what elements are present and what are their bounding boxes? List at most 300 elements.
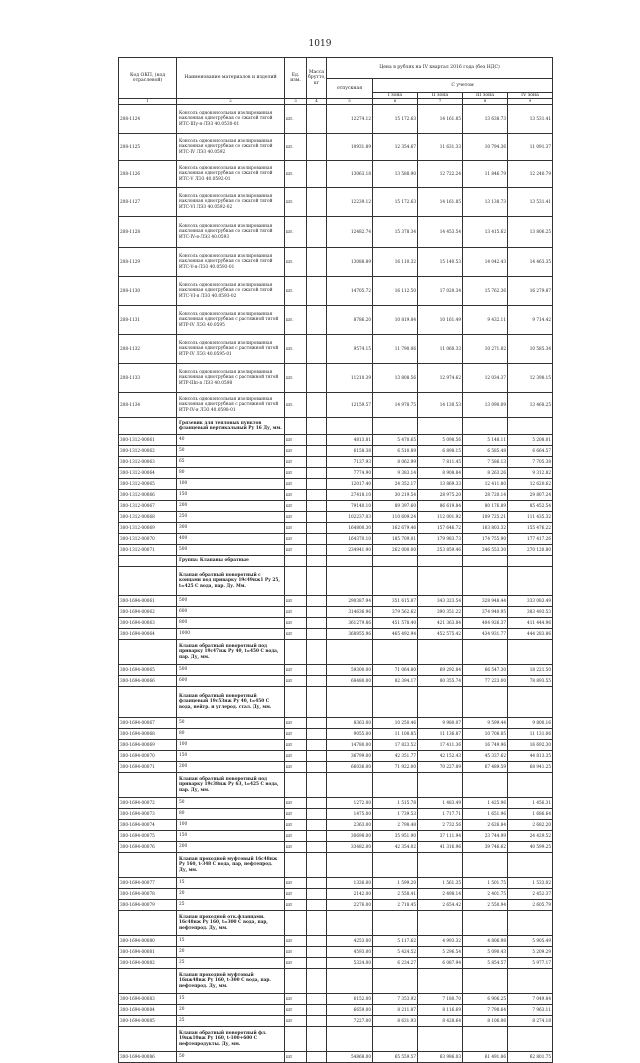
- code-cell: 300-1694-00074: [119, 820, 177, 831]
- zone-1-price-cell: [373, 567, 418, 596]
- col-name-header: Наименование материалов и изделий: [177, 58, 285, 99]
- code-cell: 300-1694-00066: [119, 676, 177, 687]
- code-cell: 208-1127: [119, 188, 177, 217]
- zone-1-price-cell: 30 219.54: [373, 490, 418, 501]
- release-price-cell: [327, 911, 373, 936]
- mass-cell: [307, 831, 327, 842]
- unit-cell: [285, 969, 307, 994]
- zone-3-price-cell: 1 651.96: [463, 809, 508, 820]
- name-cell: 50: [177, 1052, 285, 1063]
- zone-4-price-cell: 333 083.49: [508, 596, 553, 607]
- unit-cell: шт: [285, 947, 307, 958]
- name-cell: 500: [177, 545, 285, 556]
- unit-cell: шт: [285, 479, 307, 490]
- name-cell: 50: [177, 718, 285, 729]
- unit-cell: шт.: [285, 277, 307, 306]
- name-cell: 40: [177, 435, 285, 446]
- zone-4-price-cell: [508, 556, 553, 567]
- zone-4-price-cell: 11 131.06: [508, 729, 553, 740]
- zone-2-price-cell: 14 453.54: [418, 217, 463, 248]
- unit-cell: шт: [285, 936, 307, 947]
- zone-3-price-cell: 67 489.59: [463, 762, 508, 773]
- mass-cell: [307, 545, 327, 556]
- zone-4-price-cell: 6 664.57: [508, 446, 553, 457]
- code-cell: 300-1694-00082: [119, 958, 177, 969]
- table-row: [119, 798, 553, 809]
- zone-4-price-cell: 10 585.34: [508, 335, 553, 364]
- release-price-cell: 5324.00: [327, 958, 373, 969]
- release-price-cell: 54868.00: [327, 1052, 373, 1063]
- table-header: [119, 58, 553, 105]
- zone-1-price-cell: 35 951.90: [373, 831, 418, 842]
- zone-2-price-cell: [418, 640, 463, 665]
- zone-3-price-cell: 10 708.85: [463, 729, 508, 740]
- release-price-cell: [327, 1027, 373, 1052]
- zone-4-price-cell: 13 468.25: [508, 393, 553, 418]
- code-cell: 300-1694-00069: [119, 740, 177, 751]
- code-cell: 300-1312-00062: [119, 446, 177, 457]
- release-price-cell: 13063.18: [327, 161, 373, 188]
- zone-3-price-cell: 434 931.77: [463, 629, 508, 640]
- col-index: 2: [177, 99, 285, 105]
- zone-3-price-cell: 6 585.48: [463, 446, 508, 457]
- table-row: [119, 596, 553, 607]
- zone-4-price-cell: 111 435.32: [508, 512, 553, 523]
- zone-1-price-cell: 451 578.40: [373, 618, 418, 629]
- zone-4-price-cell: 24 429.52: [508, 831, 553, 842]
- zone-3-price-cell: [463, 1027, 508, 1052]
- unit-cell: шт: [285, 1052, 307, 1063]
- zone-1-price-cell: 8 062.99: [373, 457, 418, 468]
- release-price-cell: 6659.00: [327, 1005, 373, 1016]
- zone-2-price-cell: 9 980.07: [418, 718, 463, 729]
- release-price-cell: 290387.94: [327, 596, 373, 607]
- code-cell: 300-1312-00068: [119, 512, 177, 523]
- zone-2-price-cell: 86 619.84: [418, 501, 463, 512]
- zone-3-price-cell: 246 553.30: [463, 545, 508, 556]
- zone-1-price-cell: 5 117.62: [373, 936, 418, 947]
- zone-1-price-cell: 2 718.45: [373, 900, 418, 911]
- group-heading-row: [119, 1027, 553, 1052]
- release-price-cell: 2276.00: [327, 900, 373, 911]
- mass-cell: [307, 479, 327, 490]
- mass-cell: [307, 188, 327, 217]
- table-row: [119, 468, 553, 479]
- zone-4-price-cell: 1 456.31: [508, 798, 553, 809]
- zone-2-price-cell: 11 136.87: [418, 729, 463, 740]
- zone-2-price-cell: 1 561.35: [418, 878, 463, 889]
- zone-4-price-cell: 383 493.53: [508, 607, 553, 618]
- zone-4-price-cell: 5 208.01: [508, 435, 553, 446]
- mass-cell: [307, 393, 327, 418]
- release-price-cell: [327, 687, 373, 718]
- mass-cell: [307, 878, 327, 889]
- zone-1-price-cell: [373, 640, 418, 665]
- name-cell: 150: [177, 490, 285, 501]
- table-row: [119, 479, 553, 490]
- mass-cell: [307, 567, 327, 596]
- group-heading-row: [119, 567, 553, 596]
- zone-4-price-cell: 8 274.18: [508, 1016, 553, 1027]
- zone-2-price-cell: 8 116.69: [418, 1005, 463, 1016]
- zone-4-price-cell: 13 531.41: [508, 105, 553, 134]
- zone-2-price-cell: 1 717.71: [418, 809, 463, 820]
- zone-4-price-cell: 7 963.11: [508, 1005, 553, 1016]
- name-cell: 150: [177, 831, 285, 842]
- code-cell: [119, 911, 177, 936]
- zone-2-price-cell: 12 722.24: [418, 161, 463, 188]
- zone-1-price-cell: 13 588.90: [373, 161, 418, 188]
- name-cell: 25: [177, 958, 285, 969]
- name-cell: Консоль одноконсольная изолированная наклонная однотрубная со сжатой тягой ИТС-V ЛЭ3 40.0592-01: [177, 161, 285, 188]
- zone-2-price-cell: 5 296.54: [418, 947, 463, 958]
- release-price-cell: 4813.81: [327, 435, 373, 446]
- zone-4-price-cell: 5 209.29: [508, 947, 553, 958]
- zone-1-price-cell: 379 562.62: [373, 607, 418, 618]
- zone-2-price-cell: 70 227.89: [418, 762, 463, 773]
- unit-cell: шт: [285, 809, 307, 820]
- zone-1-price-cell: 351 615.87: [373, 596, 418, 607]
- unit-cell: шт: [285, 1016, 307, 1027]
- zone-4-price-cell: 16 279.87: [508, 277, 553, 306]
- name-cell: 250: [177, 512, 285, 523]
- mass-cell: [307, 900, 327, 911]
- unit-cell: шт: [285, 490, 307, 501]
- group-heading-row: [119, 640, 553, 665]
- mass-cell: [307, 798, 327, 809]
- zone-1-price-cell: 5 470.65: [373, 435, 418, 446]
- zone-2-price-cell: [418, 853, 463, 878]
- zone-2-price-cell: 17 020.34: [418, 277, 463, 306]
- mass-cell: [307, 607, 327, 618]
- release-price-cell: [327, 567, 373, 596]
- release-price-cell: 8363.00: [327, 718, 373, 729]
- release-price-cell: 6152.00: [327, 994, 373, 1005]
- release-price-cell: 102237.03: [327, 512, 373, 523]
- code-cell: 300-1694-00067: [119, 718, 177, 729]
- mass-cell: [307, 457, 327, 468]
- name-cell: 65: [177, 457, 285, 468]
- name-cell: 1000: [177, 629, 285, 640]
- name-cell: Консоль одноконсольная изолированная наклонная однотрубная с растяжной тягой ИТР-IV-я ЛЭ3 40.0598-01: [177, 393, 285, 418]
- table-row: [119, 809, 553, 820]
- zone-4-price-cell: 12 398.15: [508, 364, 553, 393]
- unit-cell: шт: [285, 762, 307, 773]
- release-price-cell: [327, 853, 373, 878]
- table-row: [119, 751, 553, 762]
- mass-cell: [307, 729, 327, 740]
- group-heading-row: [119, 853, 553, 878]
- zone-2-price-cell: 28 975.20: [418, 490, 463, 501]
- zone-4-price-cell: 29 807.24: [508, 490, 553, 501]
- unit-cell: шт: [285, 729, 307, 740]
- table-row: [119, 134, 553, 161]
- zone-2-price-cell: 10 161.49: [418, 306, 463, 335]
- zone-2-price-cell: 5 098.56: [418, 435, 463, 446]
- mass-cell: [307, 306, 327, 335]
- release-price-cell: 12159.57: [327, 393, 373, 418]
- table-row: [119, 446, 553, 457]
- zone-4-price-cell: 13 531.41: [508, 188, 553, 217]
- release-price-cell: 36799.00: [327, 751, 373, 762]
- zone-3-price-cell: 8 263.26: [463, 468, 508, 479]
- code-cell: 300-1694-00085: [119, 1016, 177, 1027]
- name-cell: 80: [177, 809, 285, 820]
- code-cell: 300-1694-00062: [119, 607, 177, 618]
- zone-2-price-cell: 8 428.64: [418, 1016, 463, 1027]
- zone-2-price-cell: 41 316.96: [418, 842, 463, 853]
- name-cell: Консоль одноконсольная изолированная наклонная однотрубная с растяжной тягой ИТР-IV ЛЭ3 40.0595: [177, 306, 285, 335]
- zone-3-price-cell: 10 271.82: [463, 335, 508, 364]
- unit-cell: шт: [285, 534, 307, 545]
- zone-4-price-cell: [508, 773, 553, 798]
- zone-1-price-cell: 42 354.02: [373, 842, 418, 853]
- mass-cell: [307, 534, 327, 545]
- zone-1-price-cell: [373, 853, 418, 878]
- name-cell: 400: [177, 534, 285, 545]
- unit-cell: шт.: [285, 161, 307, 188]
- zone-4-price-cell: 12 240.79: [508, 161, 553, 188]
- col-index: 9: [508, 99, 553, 105]
- zone-4-price-cell: 270 120.80: [508, 545, 553, 556]
- zone-4-price-cell: 62 801.75: [508, 1052, 553, 1063]
- mass-cell: [307, 640, 327, 665]
- name-cell: 80: [177, 468, 285, 479]
- table-row: [119, 188, 553, 217]
- zone-3-price-cell: 39 746.62: [463, 842, 508, 853]
- table-row: [119, 947, 553, 958]
- unit-cell: шт.: [285, 248, 307, 277]
- zone-1-price-cell: 89 397.60: [373, 501, 418, 512]
- release-price-cell: 13088.89: [327, 248, 373, 277]
- zone-3-price-cell: 374 940.95: [463, 607, 508, 618]
- zone-3-price-cell: 163 803.32: [463, 523, 508, 534]
- zone-1-header: I зона: [373, 92, 418, 98]
- zone-4-price-cell: 40 599.25: [508, 842, 553, 853]
- zone-4-price-cell: [508, 640, 553, 665]
- zone-4-price-cell: 444 283.86: [508, 629, 553, 640]
- table-row: [119, 335, 553, 364]
- zone-4-price-cell: 16 692.30: [508, 740, 553, 751]
- zone-3-price-cell: 23 744.99: [463, 831, 508, 842]
- unit-cell: шт.: [285, 217, 307, 248]
- zone-1-price-cell: 12 354.67: [373, 134, 418, 161]
- group-heading-row: [119, 773, 553, 798]
- zone-1-price-cell: 1 515.78: [373, 798, 418, 809]
- zone-4-price-cell: [508, 567, 553, 596]
- price-table: [118, 57, 553, 1063]
- col-index: 5: [327, 99, 373, 105]
- zone-3-price-cell: [463, 969, 508, 994]
- zone-1-price-cell: 1 739.53: [373, 809, 418, 820]
- zone-1-price-cell: 2 798.48: [373, 820, 418, 831]
- table-row: [119, 665, 553, 676]
- code-cell: 300-1694-00080: [119, 936, 177, 947]
- name-cell: 25: [177, 1016, 285, 1027]
- unit-cell: шт.: [285, 134, 307, 161]
- mass-cell: [307, 687, 327, 718]
- unit-cell: шт: [285, 501, 307, 512]
- unit-cell: шт: [285, 468, 307, 479]
- zone-4-price-cell: [508, 911, 553, 936]
- table-row: [119, 842, 553, 853]
- table-row: [119, 820, 553, 831]
- zone-2-price-cell: 7 180.70: [418, 994, 463, 1005]
- zone-1-price-cell: [373, 1027, 418, 1052]
- release-price-cell: 234941.90: [327, 545, 373, 556]
- col-code-header: Код ОКП, (код отраслевой): [119, 58, 177, 99]
- unit-cell: [285, 556, 307, 567]
- zone-4-price-cell: 13 806.25: [508, 217, 553, 248]
- table-row: [119, 248, 553, 277]
- zone-1-price-cell: 71 922.00: [373, 762, 418, 773]
- release-price-cell: 164800.30: [327, 523, 373, 534]
- zone-2-price-cell: 15 140.53: [418, 248, 463, 277]
- zone-3-price-cell: 7 798.64: [463, 1005, 508, 1016]
- zone-3-price-cell: 9 599.44: [463, 718, 508, 729]
- code-cell: 300-1694-00072: [119, 798, 177, 809]
- zone-2-price-cell: [418, 556, 463, 567]
- table-row: [119, 878, 553, 889]
- mass-cell: [307, 842, 327, 853]
- zone-4-price-cell: 5 977.17: [508, 958, 553, 969]
- mass-cell: [307, 501, 327, 512]
- zone-1-price-cell: 16 110.32: [373, 248, 418, 277]
- zone-4-price-cell: 9 800.16: [508, 718, 553, 729]
- name-cell: Консоль одноконсольная изолированная наклонная однотрубная со сжатой тягой ИТС-V-я-ЛЭ3 40.0593-01: [177, 248, 285, 277]
- table-row: [119, 740, 553, 751]
- zone-2-price-cell: 179 983.73: [418, 534, 463, 545]
- zone-3-price-cell: 2 550.94: [463, 900, 508, 911]
- release-price-cell: 7227.00: [327, 1016, 373, 1027]
- zone-2-price-cell: 452 575.42: [418, 629, 463, 640]
- zone-3-price-cell: 14 042.43: [463, 248, 508, 277]
- release-price-cell: 11210.39: [327, 364, 373, 393]
- zone-2-price-cell: 63 986.03: [418, 1052, 463, 1063]
- page-number: 1019: [308, 39, 332, 49]
- name-cell: 100: [177, 479, 285, 490]
- code-cell: 300-1694-00070: [119, 751, 177, 762]
- name-cell: 20: [177, 947, 285, 958]
- mass-cell: [307, 248, 327, 277]
- mass-cell: [307, 105, 327, 134]
- name-cell: Консоль одноконсольная изолированная наклонная однотрубная с растяжной тягой ИТР-IV ЛЭ3 40.0595-01: [177, 335, 285, 364]
- zone-4-price-cell: 177 417.26: [508, 534, 553, 545]
- zone-3-price-cell: 80 176.89: [463, 501, 508, 512]
- zone-1-price-cell: 8 211.87: [373, 1005, 418, 1016]
- code-cell: [119, 556, 177, 567]
- code-cell: 208-1125: [119, 134, 177, 161]
- col-index: 4: [307, 99, 327, 105]
- zone-2-price-cell: 6 898.15: [418, 446, 463, 457]
- zone-1-price-cell: 185 709.01: [373, 534, 418, 545]
- zone-3-price-cell: 8 106.06: [463, 1016, 508, 1027]
- table-row: [119, 958, 553, 969]
- release-price-cell: 9574.15: [327, 335, 373, 364]
- name-cell: 100: [177, 740, 285, 751]
- zone-4-price-cell: 68 941.25: [508, 762, 553, 773]
- zone-3-price-cell: 174 755.90: [463, 534, 508, 545]
- release-price-cell: 66036.00: [327, 762, 373, 773]
- name-cell: 200: [177, 762, 285, 773]
- release-price-cell: 7774.90: [327, 468, 373, 479]
- mass-cell: [307, 911, 327, 936]
- unit-cell: [285, 911, 307, 936]
- unit-cell: шт: [285, 607, 307, 618]
- zone-1-price-cell: [373, 556, 418, 567]
- code-cell: 300-1694-00071: [119, 762, 177, 773]
- zone-1-price-cell: 1 599.20: [373, 878, 418, 889]
- zone-3-price-cell: 13 415.62: [463, 217, 508, 248]
- table-row: [119, 629, 553, 640]
- table-row: [119, 393, 553, 418]
- unit-cell: шт: [285, 512, 307, 523]
- zone-3-price-cell: 1 425.96: [463, 798, 508, 809]
- table-row: [119, 457, 553, 468]
- unit-cell: шт: [285, 596, 307, 607]
- zone-1-price-cell: 6 510.89: [373, 446, 418, 457]
- zone-3-price-cell: 13 638.73: [463, 105, 508, 134]
- mass-cell: [307, 994, 327, 1005]
- col-unit-header: Ед. изм.: [285, 58, 307, 99]
- zone-1-price-cell: [373, 687, 418, 718]
- name-cell: 600: [177, 676, 285, 687]
- zone-2-price-cell: 11 060.33: [418, 335, 463, 364]
- unit-cell: [285, 418, 307, 435]
- unit-cell: шт: [285, 740, 307, 751]
- mass-cell: [307, 853, 327, 878]
- unit-cell: шт: [285, 831, 307, 842]
- table-row: [119, 534, 553, 545]
- code-cell: [119, 1027, 177, 1052]
- zone-3-price-cell: 16 749.96: [463, 740, 508, 751]
- col-release-header: отпускная: [327, 79, 373, 99]
- zone-4-price-cell: 7 705.38: [508, 457, 553, 468]
- mass-cell: [307, 418, 327, 435]
- code-cell: 300-1312-00067: [119, 501, 177, 512]
- zone-4-price-cell: 1 533.02: [508, 878, 553, 889]
- code-cell: 300-1694-00063: [119, 618, 177, 629]
- zone-2-price-cell: [418, 1027, 463, 1052]
- zone-2-price-cell: 14 161.85: [418, 105, 463, 134]
- table-row: [119, 490, 553, 501]
- name-cell: Клапан проходной отк.фланцами. 16с48нж Ру 160, t=300 С вода, пар, нефтепрод. Ду, мм.: [177, 911, 285, 936]
- code-cell: 300-1694-00079: [119, 900, 177, 911]
- code-cell: 300-1312-00069: [119, 523, 177, 534]
- table-row: [119, 1005, 553, 1016]
- release-price-cell: [327, 773, 373, 798]
- release-price-cell: 10931.89: [327, 134, 373, 161]
- code-cell: 300-1312-00061: [119, 435, 177, 446]
- name-cell: Консоль одноконсольная изолированная наклонная однотрубная со сжатой тягой ИТС-IV ЛЭ3 40.0592: [177, 134, 285, 161]
- table-row: [119, 1052, 553, 1063]
- zone-1-price-cell: 110 609.24: [373, 512, 418, 523]
- zone-1-price-cell: 65 559.57: [373, 1052, 418, 1063]
- code-cell: 300-1694-00075: [119, 831, 177, 842]
- zone-3-price-cell: 404 926.37: [463, 618, 508, 629]
- zone-3-header: III зона: [463, 92, 508, 98]
- release-price-cell: 9055.00: [327, 729, 373, 740]
- code-cell: 208-1124: [119, 105, 177, 134]
- zone-1-price-cell: 465 492.94: [373, 629, 418, 640]
- zone-3-price-cell: [463, 640, 508, 665]
- unit-cell: шт: [285, 994, 307, 1005]
- mass-cell: [307, 490, 327, 501]
- col-mass-header: Масса брутто, кг: [307, 58, 327, 99]
- unit-cell: шт: [285, 798, 307, 809]
- release-price-cell: [327, 640, 373, 665]
- mass-cell: [307, 277, 327, 306]
